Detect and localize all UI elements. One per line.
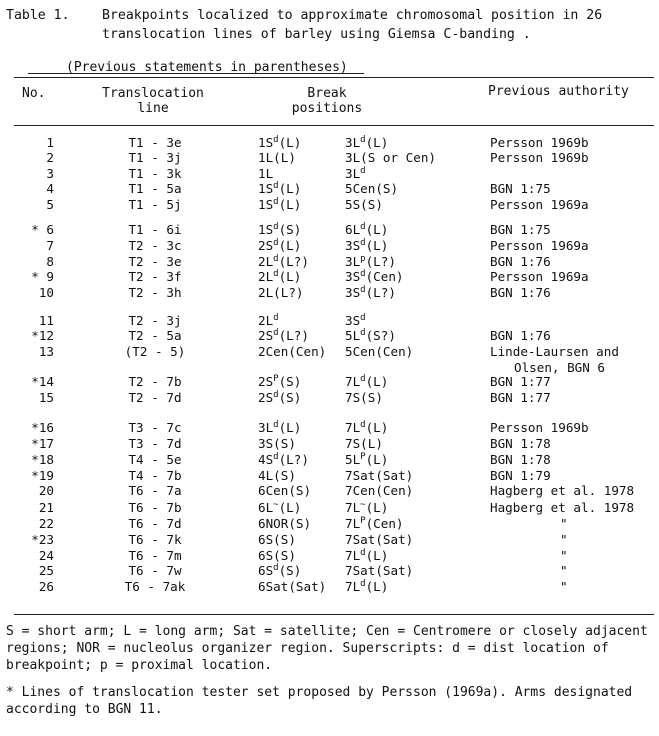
table-row [0,436,659,452]
row-number: 15 [38,390,54,405]
break-previous-statement: (L?) [278,254,309,269]
row-number: 8 [46,254,54,269]
translocation-line: T1 - 5a [128,181,182,196]
row-number: 4 [46,181,54,196]
table-row [0,285,659,301]
break-position-1 [258,197,301,212]
break-position-1 [258,254,309,269]
translocation-line: T1 - 6i [128,222,182,237]
table-row [0,269,659,285]
break-position-1 [258,238,301,253]
break-chromosome-arm: 3L(S or Cen) [345,150,436,165]
break-position-2 [345,420,388,435]
row-number: 13 [38,344,54,359]
break-chromosome-arm: 3L [258,420,274,435]
break-chromosome-arm: 4L(S) [258,468,296,483]
table-row [0,532,659,548]
row-number: 11 [38,313,54,328]
break-position-2 [345,254,396,269]
break-position-2 [345,181,398,196]
table-row [0,150,659,166]
break-chromosome-arm: 2S [258,374,274,389]
break-position-1 [258,436,296,451]
table-row [0,516,659,532]
break-chromosome-arm: 7Sat(Sat) [345,468,414,483]
translocation-line: T2 - 3e [128,254,182,269]
break-previous-statement: (L?) [365,254,396,269]
break-chromosome-arm: 4S [258,452,274,467]
row-number: * 6 [31,222,54,237]
previous-authority: Persson 1969b [490,135,589,150]
break-position-1 [258,390,301,405]
break-previous-statement: (Cen) [365,516,404,531]
table-row [0,548,659,564]
table-row [0,344,659,375]
translocation-line: T2 - 3f [128,269,182,284]
row-number: 20 [38,483,54,498]
translocation-line: T6 - 7d [128,516,182,531]
break-position-1 [258,420,301,435]
break-chromosome-arm: 7L [345,548,361,563]
break-position-2 [345,150,436,165]
previous-authority: " [560,548,568,563]
break-position-1 [258,181,301,196]
previous-authority: Persson 1969b [490,150,589,165]
break-position-1 [258,579,326,594]
break-position-2 [345,436,383,451]
break-position-2 [345,374,388,389]
break-previous-statement: (L) [278,181,302,196]
break-chromosome-arm: 2S [258,390,274,405]
break-chromosome-arm: 7Cen(Cen) [345,483,414,498]
break-chromosome-arm: 7S(L) [345,436,383,451]
break-position-2 [345,452,388,467]
break-previous-statement: (Cen) [365,269,404,284]
break-chromosome-arm: 7L [345,579,361,594]
translocation-line: T6 - 7ak [124,579,186,594]
break-superscript: d [360,285,366,295]
break-previous-statement: (L) [365,135,389,150]
row-number: 7 [46,238,54,253]
break-chromosome-arm: 7L [345,420,361,435]
table-row [0,390,659,406]
break-position-1 [258,135,301,150]
break-previous-statement: (S) [278,374,302,389]
break-position-2 [345,135,388,150]
break-position-1 [258,166,273,181]
translocation-line: T6 - 7b [128,500,182,515]
table-row [0,254,659,270]
break-position-1 [258,563,301,578]
break-superscript: d [273,420,279,430]
break-position-2 [345,563,413,578]
break-position-2 [345,344,413,359]
break-chromosome-arm: 6L [258,500,274,515]
break-position-1 [258,548,296,563]
break-superscript: d [360,374,366,384]
break-position-1 [258,222,301,237]
table-row [0,135,659,151]
break-chromosome-arm: 6S [258,563,274,578]
break-chromosome-arm: 3S [345,313,361,328]
break-superscript: P [273,374,279,384]
break-position-1 [258,516,311,531]
break-position-2 [345,222,388,237]
previous-statements-note: (Previous statements in parentheses) [66,60,348,75]
previous-authority: " [560,516,568,531]
translocation-line: T1 - 3e [128,135,182,150]
translocation-line: T6 - 7k [128,532,182,547]
table-row [0,483,659,499]
break-superscript: P [360,452,366,462]
translocation-line: T2 - 5a [128,328,182,343]
row-number: *23 [31,532,54,547]
translocation-line: T3 - 7d [128,436,182,451]
break-chromosome-arm: 5Cen(Cen) [345,344,414,359]
break-chromosome-arm: 6L [345,222,361,237]
table-row [0,579,659,595]
row-number: 3 [46,166,54,181]
break-position-2 [345,390,383,405]
header-break-positions: Break positions [291,86,363,116]
break-previous-statement: (L?) [278,452,309,467]
break-chromosome-arm: 3S [345,269,361,284]
previous-authority: BGN 1:76 [490,254,551,269]
break-chromosome-arm: 1S [258,197,274,212]
break-position-2 [345,285,396,300]
translocation-line: T4 - 7b [128,468,182,483]
translocation-line: T2 - 3h [128,285,182,300]
break-previous-statement: (L) [365,500,389,515]
previous-authority: Persson 1969a [490,197,589,212]
break-previous-statement: (L) [278,420,302,435]
break-position-2 [345,166,366,181]
translocation-line: T1 - 5j [128,197,182,212]
previous-authority: BGN 1:78 [490,436,551,451]
break-previous-statement: (S) [278,563,302,578]
table-row [0,197,659,213]
break-position-1 [258,500,301,515]
row-number: *17 [31,436,54,451]
table-row [0,328,659,344]
row-number: 2 [46,150,54,165]
break-chromosome-arm: 6S(S) [258,532,296,547]
table-row [0,563,659,579]
break-superscript: d [360,166,366,176]
row-number: 5 [46,197,54,212]
break-position-2 [345,468,413,483]
break-superscript: p [360,254,366,264]
break-chromosome-arm: 2L(L?) [258,285,304,300]
header-translocation-line: Translocation line [102,86,204,116]
break-position-1 [258,344,326,359]
break-chromosome-arm: 2S [258,238,274,253]
break-previous-statement: (L) [278,135,302,150]
break-chromosome-arm: 7Sat(Sat) [345,563,414,578]
previous-authority: BGN 1:76 [490,328,551,343]
break-previous-statement: (S) [278,390,302,405]
break-chromosome-arm: 2L [258,269,274,284]
break-chromosome-arm: 6Sat(Sat) [258,579,327,594]
break-position-1 [258,532,296,547]
previous-authority: BGN 1:77 [490,390,551,405]
translocation-line: T4 - 5e [128,452,182,467]
break-superscript: d [360,238,366,248]
header-top-rule [14,77,654,78]
break-position-2 [345,483,413,498]
translocation-line: T2 - 3c [128,238,182,253]
caption-line-2: translocation lines of barley using Giemsa C-banding . [102,27,531,42]
break-superscript: d [273,197,279,207]
break-position-2 [345,548,388,563]
translocation-line: T6 - 7a [128,483,182,498]
break-position-1 [258,483,311,498]
break-previous-statement: (L?) [365,285,396,300]
header-no: No. [22,86,46,101]
break-superscript: d [360,579,366,589]
break-previous-statement: (L) [278,238,302,253]
break-chromosome-arm: 3L [345,254,361,269]
break-position-1 [258,285,304,300]
row-number: 21 [38,500,54,515]
break-position-2 [345,516,404,531]
break-chromosome-arm: 3L [345,166,361,181]
translocation-line: T2 - 3j [128,313,182,328]
break-previous-statement: (L) [365,238,389,253]
break-position-2 [345,579,388,594]
previous-authority: BGN 1:75 [490,222,551,237]
break-previous-statement: (L) [278,500,302,515]
previous-authority-cont: Olsen, BGN 6 [514,360,605,375]
break-superscript: d [360,135,366,145]
previous-authority: Hagberg et al. 1978 [490,483,635,498]
break-chromosome-arm: 7Sat(Sat) [345,532,414,547]
break-position-1 [258,313,279,328]
previous-authority: " [560,579,568,594]
row-number: *18 [31,452,54,467]
break-previous-statement: (S) [278,222,302,237]
break-superscript: d [273,328,279,338]
previous-authority: Persson 1969a [490,238,589,253]
break-previous-statement: (L) [278,269,302,284]
break-chromosome-arm: 1L(L) [258,150,296,165]
break-position-1 [258,374,301,389]
row-number: *16 [31,420,54,435]
break-superscript: ~ [273,500,279,510]
break-position-2 [345,197,383,212]
table-row [0,468,659,484]
translocation-line: T6 - 7m [128,548,182,563]
table-row [0,166,659,182]
break-position-2 [345,238,388,253]
translocation-line: T1 - 3j [128,150,182,165]
break-chromosome-arm: 1S [258,181,274,196]
translocation-line: T3 - 7c [128,420,182,435]
previous-authority: BGN 1:75 [490,181,551,196]
footnote-tester-set: * Lines of translocation tester set proposed by Persson (1969a). Arms designated according to BGN 11. [6,685,633,717]
break-chromosome-arm: 1S [258,222,274,237]
table-bottom-rule [14,614,654,615]
previous-authority: BGN 1:76 [490,285,551,300]
break-chromosome-arm: 3S [345,238,361,253]
break-chromosome-arm: 2Cen(Cen) [258,344,327,359]
break-chromosome-arm: 7L [345,516,361,531]
break-chromosome-arm: 1L [258,166,274,181]
break-previous-statement: (L) [365,548,389,563]
break-chromosome-arm: 5L [345,328,361,343]
previous-authority: Persson 1969b [490,420,589,435]
table-caption [6,6,602,44]
break-superscript: d [273,238,279,248]
break-superscript: d [360,222,366,232]
break-position-1 [258,468,296,483]
break-chromosome-arm: 6S(S) [258,548,296,563]
break-chromosome-arm: 6NOR(S) [258,516,312,531]
break-chromosome-arm: 7S(S) [345,390,383,405]
table-row [0,181,659,197]
row-number: *19 [31,468,54,483]
caption-line-1: Breakpoints localized to approximate chromosomal position in 26 [102,8,603,23]
break-previous-statement: (S?) [365,328,396,343]
break-previous-statement: (L) [278,197,302,212]
previous-authority: Persson 1969a [490,269,589,284]
translocation-line: T6 - 7w [128,563,182,578]
break-superscript: d [273,135,279,145]
break-superscript: d [360,269,366,279]
break-chromosome-arm: 2L [258,254,274,269]
break-position-2 [345,328,396,343]
row-number: *12 [31,328,54,343]
break-chromosome-arm: 5S(S) [345,197,383,212]
previous-authority: BGN 1:77 [490,374,551,389]
break-position-1 [258,269,301,284]
break-position-2 [345,500,388,515]
break-previous-statement: (L) [365,374,389,389]
break-chromosome-arm: 2L [258,313,274,328]
table-row [0,313,659,329]
previous-authority: Hagberg et al. 1978 [490,500,635,515]
previous-authority: " [560,532,568,547]
break-superscript: d [273,313,279,323]
break-superscript: ~ [360,500,366,510]
previous-authority: BGN 1:78 [490,452,551,467]
row-number: 24 [38,548,54,563]
break-previous-statement: (L) [365,222,389,237]
break-chromosome-arm: 5L [345,452,361,467]
break-superscript: d [273,563,279,573]
previous-authority: Linde-Laursen and [490,344,619,359]
break-superscript: d [273,254,279,264]
break-previous-statement: (L) [365,420,389,435]
table-row [0,420,659,436]
row-number: *14 [31,374,54,389]
table-row [0,374,659,390]
break-superscript: d [360,328,366,338]
translocation-line: T2 - 7b [128,374,182,389]
table-row [0,452,659,468]
break-superscript: d [360,548,366,558]
break-position-1 [258,452,309,467]
break-superscript: d [273,390,279,400]
break-superscript: d [273,452,279,462]
header-previous-authority: Previous authority [488,84,629,99]
break-previous-statement: (L) [365,452,389,467]
break-position-2 [345,532,413,547]
break-chromosome-arm: 2S [258,328,274,343]
break-previous-statement: (L) [365,579,389,594]
break-chromosome-arm: 3S [345,285,361,300]
break-superscript: d [273,181,279,191]
break-superscript: d [360,420,366,430]
break-superscript: d [273,269,279,279]
previous-authority: " [560,563,568,578]
break-chromosome-arm: 3S(S) [258,436,296,451]
break-chromosome-arm: 5Cen(S) [345,181,399,196]
previous-authority: BGN 1:79 [490,468,551,483]
break-chromosome-arm: 3L [345,135,361,150]
break-chromosome-arm: 1S [258,135,274,150]
break-position-2 [345,269,404,284]
break-position-1 [258,150,296,165]
break-superscript: d [360,313,366,323]
break-chromosome-arm: 7L [345,500,361,515]
translocation-line: (T2 - 5) [124,344,186,359]
row-number: 22 [38,516,54,531]
break-previous-statement: (L?) [278,328,309,343]
row-number: 1 [46,135,54,150]
break-position-2 [345,313,366,328]
table-row [0,238,659,254]
row-number: 25 [38,563,54,578]
row-number: 10 [38,285,54,300]
footnote-abbreviations: S = short arm; L = long arm; Sat = satellite; Cen = Centromere or closely adjacent regions; NOR = nucleolus organizer region. Superscripts: d = dist location of breakpoint; p = proximal location. [6,624,648,673]
break-superscript: d [273,222,279,232]
row-number: * 9 [31,269,54,284]
row-number: 26 [38,579,54,594]
translocation-line: T2 - 7d [128,390,182,405]
header-bottom-rule [14,125,654,126]
break-superscript: P [360,516,366,526]
break-position-1 [258,328,309,343]
break-chromosome-arm: 7L [345,374,361,389]
table-row [0,500,659,516]
translocation-line: T1 - 3k [128,166,182,181]
table-number: Table 1. [6,8,70,23]
break-chromosome-arm: 6Cen(S) [258,483,312,498]
table-row [0,222,659,238]
